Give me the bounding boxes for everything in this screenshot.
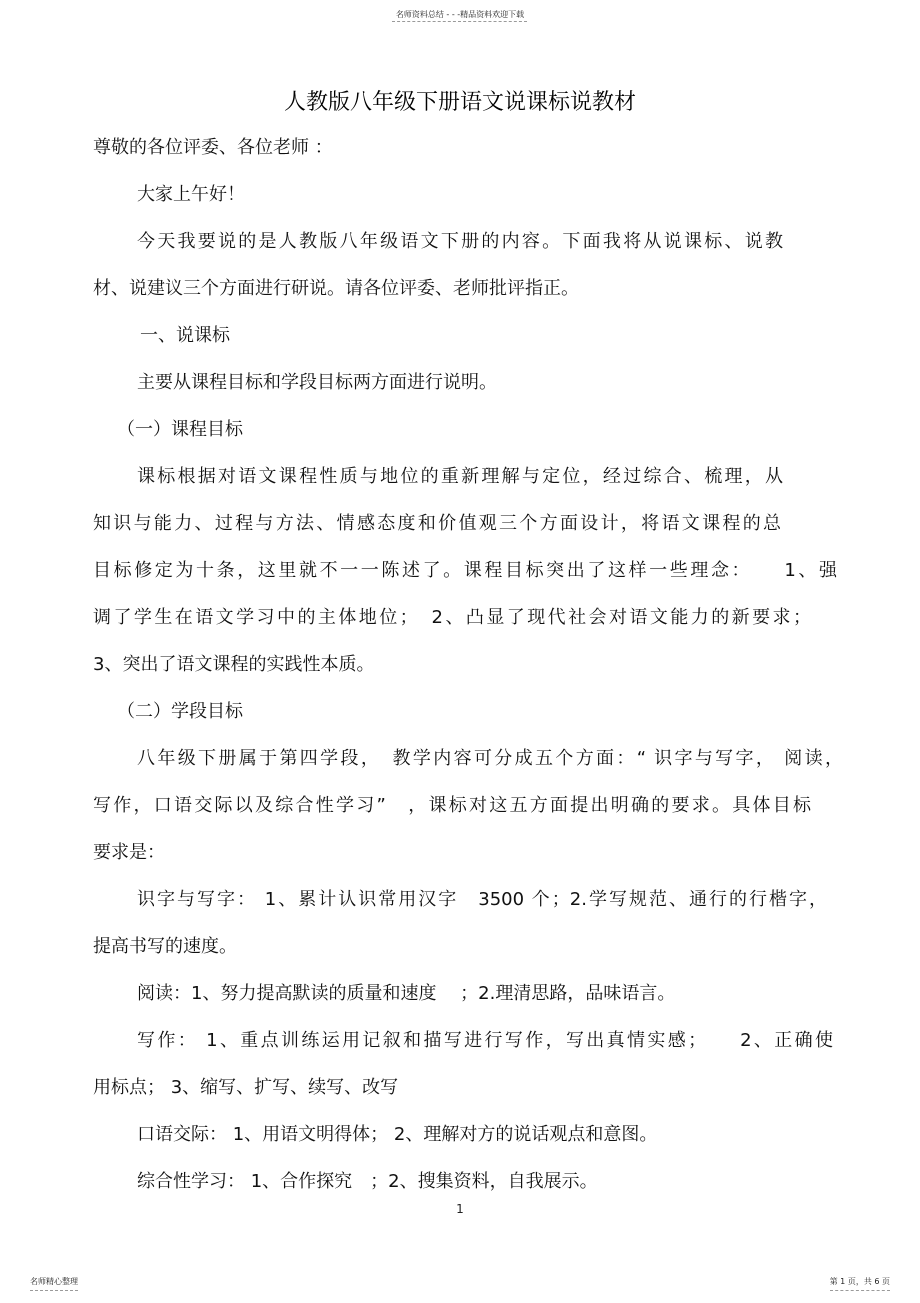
literacy-line-1: 识字与写字： 1、累计认识常用汉字 3500 个；2.学写规范、通行的行楷字， [137, 889, 827, 910]
page-number: 1 [456, 1202, 464, 1216]
course-goals-line-1: 课标根据对语文课程性质与地位的重新理解与定位，经过综合、梳理，从 [137, 466, 783, 487]
footer-left-dotted-rule [30, 1290, 78, 1291]
section-1-heading: 一、说课标 [140, 325, 230, 346]
header-dotted-rule [392, 21, 527, 22]
intro-line-2: 材、说建议三个方面进行研说。请各位评委、老师批评指正。 [93, 278, 579, 299]
course-goals-line-3: 目标修定为十条，这里就不一一陈述了。课程目标突出了这样一些理念： 1、强 [93, 560, 837, 581]
reading-line: 阅读：1、努力提高默读的质量和速度 ；2.理清思路，品味语言。 [137, 983, 676, 1004]
page-header-text: 名师资料总结 - - -精品资料欢迎下载 [395, 10, 525, 19]
oral-communication-line: 口语交际： 1、用语文明得体； 2、理解对方的说话观点和意图。 [137, 1124, 658, 1145]
subsection-stage-goals: （二）学段目标 [117, 701, 243, 722]
intro-line-1: 今天我要说的是人教版八年级语文下册的内容。下面我将从说课标、说教 [137, 231, 783, 252]
stage-goals-line-3: 要求是： [93, 842, 165, 863]
document-title: 人教版八年级下册语文说课标说教材 [283, 90, 636, 115]
stage-goals-line-2: 写作，口语交际以及综合性学习” ，课标对这五方面提出明确的要求。具体目标 [93, 795, 811, 816]
stage-goals-line-1: 八年级下册属于第四学段， 教学内容可分成五个方面：“ 识字与写字， 阅读， [137, 748, 843, 769]
course-goals-line-5: 3、突出了语文课程的实践性本质。 [93, 654, 375, 675]
writing-line-1: 写作： 1、重点训练运用记叙和描写进行写作，写出真情实感； 2、正确使 [137, 1030, 833, 1051]
footer-page-count: 第 1 页，共 6 页 [829, 1277, 890, 1286]
greeting-line: 尊敬的各位评委、各位老师 ： [93, 137, 333, 158]
footer-left-text: 名师精心整理 [30, 1277, 78, 1286]
literacy-line-2: 提高书写的速度。 [93, 936, 237, 957]
course-goals-line-4: 调了学生在语文学习中的主体地位； 2、凸显了现代社会对语文能力的新要求； [93, 607, 811, 628]
footer-right-dotted-rule [830, 1290, 890, 1291]
section-1-description: 主要从课程目标和学段目标两方面进行说明。 [137, 372, 497, 393]
course-goals-line-2: 知识与能力、过程与方法、情感态度和价值观三个方面设计，将语文课程的总 [93, 513, 781, 534]
comprehensive-learning-line: 综合性学习： 1、合作探究 ；2、搜集资料，自我展示。 [137, 1171, 598, 1192]
subsection-course-goals: （一）课程目标 [117, 419, 243, 440]
writing-line-2: 用标点； 3、缩写、扩写、续写、改写 [93, 1077, 399, 1098]
hello-line: 大家上午好！ [137, 184, 245, 205]
